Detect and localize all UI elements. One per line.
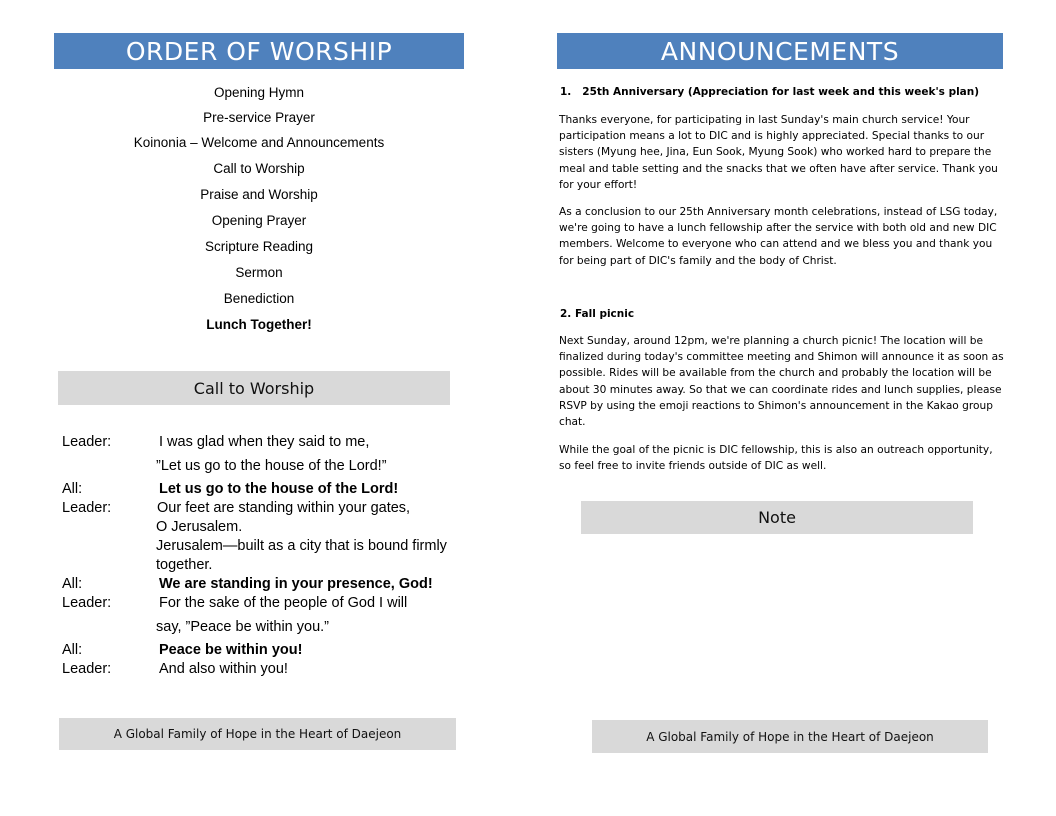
order-item: Praise and Worship (200, 187, 318, 202)
order-item-lunch: Lunch Together! (206, 317, 312, 332)
order-item: Sermon (235, 265, 283, 280)
speaker-label: Leader: (62, 500, 112, 516)
order-item: Opening Prayer (211, 213, 307, 228)
liturgy-line-response: Peace be within you! (159, 642, 303, 658)
liturgy-line: Jerusalem—built as a city that is bound firmly (156, 538, 447, 554)
speaker-label: All: (62, 481, 83, 497)
note-heading: Note (581, 501, 973, 534)
footer-tagline-right: A Global Family of Hope in the Heart of Daejeon (592, 720, 988, 753)
liturgy-line: ”Let us go to the house of the Lord!” (156, 458, 387, 474)
order-of-worship-title: ORDER OF WORSHIP (54, 33, 464, 69)
announcement-heading: 1. 25th Anniversary (Appreciation for last week and this week's plan) (560, 86, 980, 98)
announcement-paragraph: Thanks everyone, for participating in last Sunday's main church service! Your participation means a lot to DIC and is highly appreciated. Special thanks to our sisters (Myung hee, Jina, Eun Sook, Myung Sook) who worked hard to prepare the meal and table setting and the snacks that we often have after service. Thank you for your effort! (559, 114, 998, 191)
order-item: Scripture Reading (204, 239, 314, 254)
announcement-paragraph: As a conclusion to our 25th Anniversary month celebrations, instead of LSG today, we're going to have a lunch fellowship after the service with both old and new DIC members. Welcome to everyone who can attend and we bless you and thank you for being part of DIC's family and the body of Christ. (559, 206, 998, 267)
order-item: Benediction (223, 291, 295, 306)
footer-tagline-left: A Global Family of Hope in the Heart of Daejeon (59, 718, 456, 750)
liturgy-line-response: Let us go to the house of the Lord! (159, 481, 399, 497)
liturgy-line: For the sake of the people of God I will (159, 595, 408, 611)
order-item: Call to Worship (213, 161, 305, 176)
speaker-label: All: (62, 576, 83, 592)
liturgy-line-response: We are standing in your presence, God! (159, 576, 433, 592)
liturgy-line: Our feet are standing within your gates, (157, 500, 411, 516)
speaker-label: All: (62, 642, 83, 658)
announcement-heading: 2. Fall picnic (560, 308, 635, 320)
liturgy-line: together. (156, 557, 213, 573)
order-item: Pre-service Prayer (203, 110, 315, 125)
order-item: Opening Hymn (213, 85, 305, 100)
order-item: Koinonia – Welcome and Announcements (133, 135, 385, 150)
speaker-label: Leader: (62, 661, 112, 677)
liturgy-line: O Jerusalem. (156, 519, 243, 535)
liturgy-line: And also within you! (159, 661, 288, 677)
liturgy-line: I was glad when they said to me, (159, 434, 370, 450)
announcements-title: ANNOUNCEMENTS (557, 33, 1003, 69)
announcement-paragraph: While the goal of the picnic is DIC fellowship, this is also an outreach opportunity, so feel free to invite friends outside of DIC as well. (559, 444, 993, 473)
call-to-worship-heading: Call to Worship (58, 371, 450, 405)
liturgy-line: say, ”Peace be within you.” (156, 619, 330, 635)
speaker-label: Leader: (62, 595, 112, 611)
speaker-label: Leader: (62, 434, 112, 450)
announcement-paragraph: Next Sunday, around 12pm, we're planning a church picnic! The location will be finalized during today's committee meeting and Shimon will announce it as soon as possible. Rides will be available from the church and probably the location will be about 30 minutes away. So that we can coordinate rides and lunch supplies, please RSVP by using the emoji reactions to Shimon's announcement in the Kakao group chat. (559, 335, 1004, 429)
